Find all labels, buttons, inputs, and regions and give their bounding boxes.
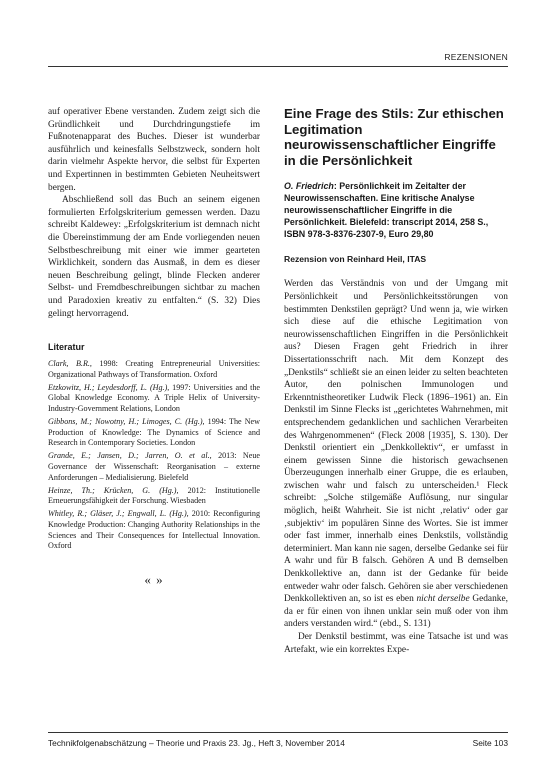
article-end-mark: « »: [144, 571, 164, 587]
left-column: [48, 106, 260, 588]
page-number: Seite 103: [472, 738, 508, 748]
literature-author: Grande, E.; Jansen, D.; Jarren, O. et al.: [48, 451, 210, 461]
review-title: Eine Frage des Stils: Zur ethischen Legitimation neurowissenschaftlicher Eingriffe in die Persönlichkeit: [284, 106, 504, 168]
section-label: REZENSIONEN: [444, 52, 508, 62]
review-paragraph-1: [284, 278, 508, 631]
literature-author: Whitley, R.; Gläser, J.; Engwall, L. (Hg.): [48, 509, 187, 519]
literature-details: , 1997: Universities and the Global Knowledge Economy. A Triple Helix of University-Industry-Government Relations, London: [48, 382, 260, 413]
review-text: Werden das Verständnis von und der Umgang mit Persönlichkeit und Persönlichkeitsstörungen von bestimmten Denkstilen geprägt? Und wenn ja, wie wirken sich diese auf die ethische Legitimation von neurowissenschaftlichen Eingriffen in die Persönlichkeit aus? Diesen Fragen geht Friedrich in ihrer Dissertationsschrift nach. Mit dem Konzept des „Denkstils“ schließt sie an einen leider zu selten beachteten Autor, den polnischen Immunologen und Erkenntnistheoretiker Ludwik Fleck (1896–1961) an. Ein Denkstil im Sinne Flecks ist „gerichtetes Wahrnehmen, mit entsprechendem gedanklichen und sachlichen Verarbeiten des Wahrgenommenen“ (Fleck 2008 [1935], S. 130). Der Denkstil orientiert ein „Denkkollektiv“, er umfasst in einem gewissen Sinne die historisch gewachsenen Überzeugungen innerhalb einer Gruppe, die es erlauben, zwischen wahr und falsch zu unterscheiden.¹ Fleck schreibt: „Solche stilgemäße Auflösung, nur singular möglich, heißt Wahrheit. Sie ist nicht ‚relativ‘ oder gar ‚subjektiv‘ im populären Sinne des Wortes. Sie ist immer oder fast immer, innerhalb eines Denkstils, vollständig determiniert. Man kann nie sagen, derselbe Gedanke sei für A wahr und für B falsch. Gehören A und B demselben Denkkollektive an, dann ist der Gedanke für beide entweder wahr oder falsch. Gehören sie aber verschiedenen Denkkollektiven an, so ist es eben: [284, 279, 508, 605]
review-text: Gedanke, da er für einen von ihnen unklar sein muß oder von ihm anders verstanden wird.“ (ebd., S. 131): [284, 594, 508, 630]
literature-details: , 2012: Institutionelle Erneuerungsfähigkeit der Forschung. Wiesbaden: [48, 485, 260, 506]
literature-details: , 2010: Reconfiguring Knowledge Production: Changing Authority Relationships in the Sciences and Their Consequences for Intellectual Innovation. Oxford: [48, 509, 260, 551]
left-paragraph-2: Abschließend soll das Buch an seinem eigenen formulierten Erfolgskriterium gemessen werden. Dazu schreibt Kaldewey: „Erfolgskriterium ist demnach nicht die Übereinstimmung der am Ende vorliegenden neuen Selbstbeschreibung mit einer wie immer gearteten Wirklichkeit, sondern das Ausmaß, in dem es dieser neuen Beschreibung gelingt, blinde Flecken anderer Selbst- und Fremdbeschreibungen sichtbar zu machen und Paradoxien kreativ zu entfalten.“ (S. 32) Dies gelingt hervorragend.: [48, 195, 260, 319]
left-paragraph-1: auf operativer Ebene verstanden. Zudem zeigt sich die Gründlichkeit und Durchdringungstiefe im Fußnotenapparat des Buches. Dieser ist wunderbar ausführlich und keinesfalls Selbstzweck, sondern holt darin vielmehr Aspekte hervor, die selbst für Experten und Expertinnen in bestimmten Gebieten Neuheitswert bergen.: [48, 107, 260, 193]
literature-heading: Literatur: [48, 342, 85, 353]
footer-rule: [48, 732, 508, 733]
literature-item: [48, 417, 260, 449]
literature-author: Gibbons, M.; Nowotny, H.; Limoges, C. (Hg.): [48, 417, 203, 427]
literature-author: Heinze, Th.; Krücken, G. (Hg.): [48, 485, 177, 495]
right-column: [284, 106, 508, 656]
book-author: O. Friedrich: [284, 181, 334, 192]
literature-details: , 2013: Neue Governance der Wissenschaft: Reorganisation – externe Anforderungen – Medialisierung. Bielefeld: [48, 451, 260, 482]
footer-journal: Technikfolgenabschätzung – Theorie und Praxis 23. Jg., Heft 3, November 2014: [48, 738, 345, 748]
book-citation: [284, 180, 508, 240]
literature-item: [48, 383, 260, 415]
literature-details: , 1994: The New Production of Knowledge: The Dynamics of Science and Research in Contemporary Societies. London: [48, 417, 260, 448]
literature-item: [48, 509, 260, 551]
book-details: : Persönlichkeit im Zeitalter der Neurowissenschaften. Eine kritische Analyse neurowissenschaftlicher Eingriffe in die Persönlichkeit. Bielefeld: transcript 2014, 258 S., ISBN 978-3-8376-2307-9, Euro 29,80: [284, 181, 489, 240]
header-rule: [48, 66, 508, 67]
reviewer-line: Rezension von Reinhard Heil, ITAS: [284, 254, 427, 265]
literature-item: [48, 451, 260, 483]
review-paragraph-2: Der Denkstil bestimmt, was eine Tatsache ist und was Artefakt, wie ein korrektes Expe-: [284, 632, 508, 655]
literature-list: [48, 359, 260, 552]
literature-item: [48, 486, 260, 507]
literature-author: Etzkowitz, H.; Leydesdorff, L. (Hg.): [48, 382, 168, 392]
literature-details: , 1998: Creating Entrepreneurial Universities: Organizational Pathways of Transformation. Oxford: [48, 359, 261, 379]
review-emphasis: nicht derselbe: [416, 594, 470, 605]
literature-author: Clark, B.R.: [48, 359, 90, 369]
literature-item: [48, 359, 260, 380]
